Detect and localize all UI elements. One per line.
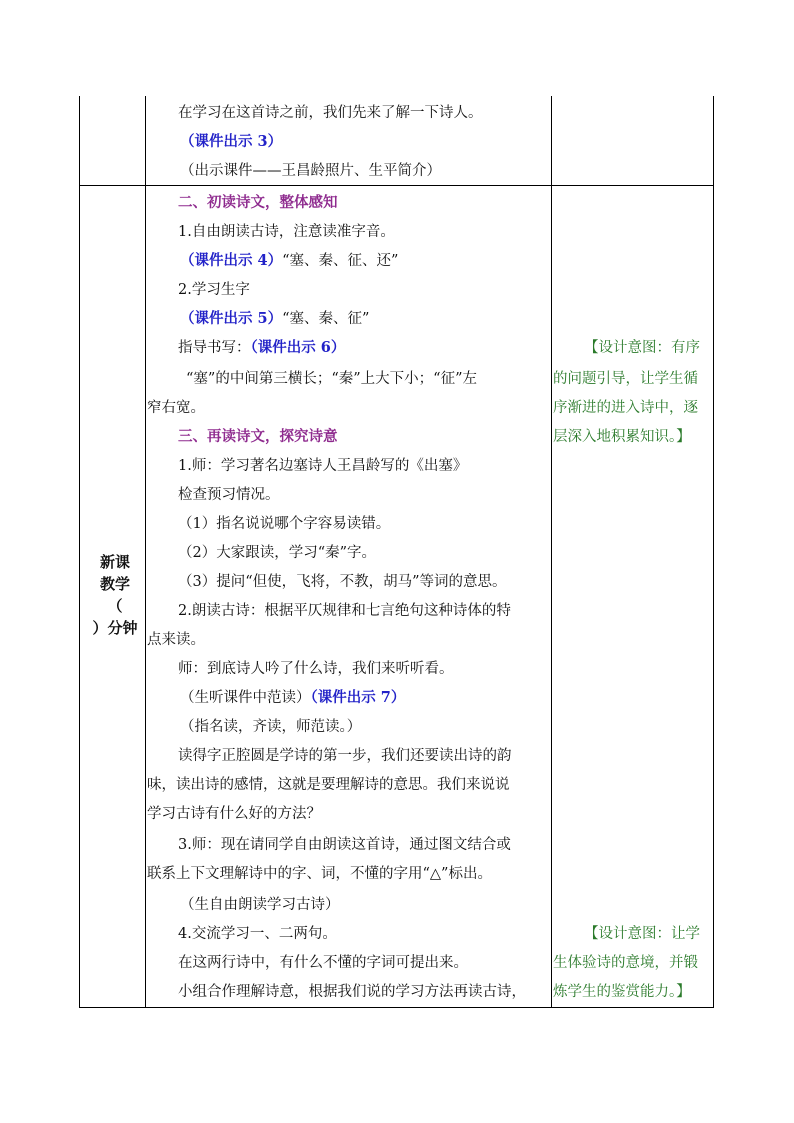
content-text: “塞、秦、征、还”	[282, 253, 399, 269]
courseware-ref-3: （课件出示 3）	[180, 133, 283, 150]
table-border-right	[713, 96, 714, 1008]
design-note-1-line: 的问题引导，让学生循	[553, 371, 698, 387]
content-line: 学习古诗有什么好的方法？	[147, 806, 321, 822]
content-line: 4.交流学习一、二两句。	[178, 926, 337, 942]
content-line: 师：到底诗人吟了什么诗，我们来听听看。	[178, 661, 454, 677]
content-line: 2.朗读古诗：根据平仄规律和七言绝句这种诗体的特	[178, 603, 511, 619]
design-note-2-line: 生体验诗的意境，并锻	[553, 955, 698, 971]
content-line: 小组合作理解诗意，根据我们说的学习方法再读古诗，	[178, 984, 526, 1000]
content-line	[180, 251, 398, 271]
courseware-description: （出示课件——王昌龄照片、生平简介）	[180, 163, 441, 179]
content-text: 指导书写：	[178, 340, 251, 356]
section-label	[86, 551, 144, 639]
intro-line: 在学习在这首诗之前，我们先来了解一下诗人。	[178, 105, 483, 121]
heading-first-reading: 二、初读诗文，整体感知	[178, 194, 338, 211]
design-note-2-line: 炼学生的鉴赏能力。】	[553, 984, 691, 1000]
table-column-divider-1	[145, 96, 146, 1008]
content-line: 检查预习情况。	[178, 487, 280, 503]
design-note-1-line: 层深入地积累知识。】	[553, 429, 691, 445]
content-line: “塞”的中间第三横长；“秦”上大下小；“征”左	[186, 371, 477, 387]
content-line	[178, 338, 345, 358]
content-line: 1.师：学习著名边塞诗人王昌龄写的《出塞》	[178, 458, 468, 474]
courseware-ref-4: （课件出示 4）	[180, 252, 283, 269]
content-line: 味，读出诗的感情，这就是要理解诗的意思。我们来说说	[147, 777, 510, 793]
content-line: （生自由朗读学习古诗）	[180, 897, 340, 913]
courseware-ref-7: （课件出示 7）	[310, 689, 406, 706]
design-note-1-line: 序渐进的进入诗中，逐	[553, 400, 698, 416]
table-row-divider	[79, 185, 714, 186]
content-line: 2.学习生字	[178, 282, 250, 298]
design-note-1-line: 【设计意图：有序	[584, 340, 700, 356]
content-line: 点来读。	[147, 632, 205, 648]
content-text: “塞、秦、征”	[282, 311, 370, 327]
section-label-line-3: （	[107, 597, 123, 615]
section-label-line-4: ）分钟	[92, 619, 138, 637]
content-line: （指名读，齐读，师范读。）	[180, 719, 362, 735]
content-line	[180, 688, 405, 708]
content-line: 3.师：现在请同学自由朗读这首诗，通过图文结合或	[178, 837, 511, 853]
courseware-ref-6: （课件出示 6）	[250, 339, 346, 356]
content-line: 联系上下文理解诗中的字、词，不懂的字用“△”标出。	[147, 866, 492, 882]
content-line: 在这两行诗中，有什么不懂的字词可提出来。	[178, 955, 468, 971]
content-line: （2）大家跟读，学习“秦”字。	[178, 545, 377, 561]
table-border-left	[79, 96, 80, 1008]
content-text: （生听课件中范读）	[180, 690, 311, 706]
content-line: 窄右宽。	[147, 400, 205, 416]
courseware-ref-5: （课件出示 5）	[180, 310, 283, 327]
content-line: 读得字正腔圆是学诗的第一步，我们还要读出诗的韵	[178, 748, 512, 764]
table-border-bottom	[79, 1007, 714, 1008]
content-line: （3）提问“但使，飞将，不教，胡马”等词的意思。	[178, 574, 507, 590]
section-label-line-1: 新课	[99, 553, 130, 571]
section-label-line-2: 教学	[99, 575, 130, 593]
content-line: （1）指名说说哪个字容易读错。	[178, 516, 391, 532]
table-column-divider-2	[551, 96, 552, 1008]
heading-second-reading: 三、再读诗文，探究诗意	[178, 428, 338, 445]
design-note-2-line: 【设计意图：让学	[584, 926, 700, 942]
content-line	[180, 309, 369, 329]
content-line: 1.自由朗读古诗，注意读准字音。	[178, 224, 395, 240]
